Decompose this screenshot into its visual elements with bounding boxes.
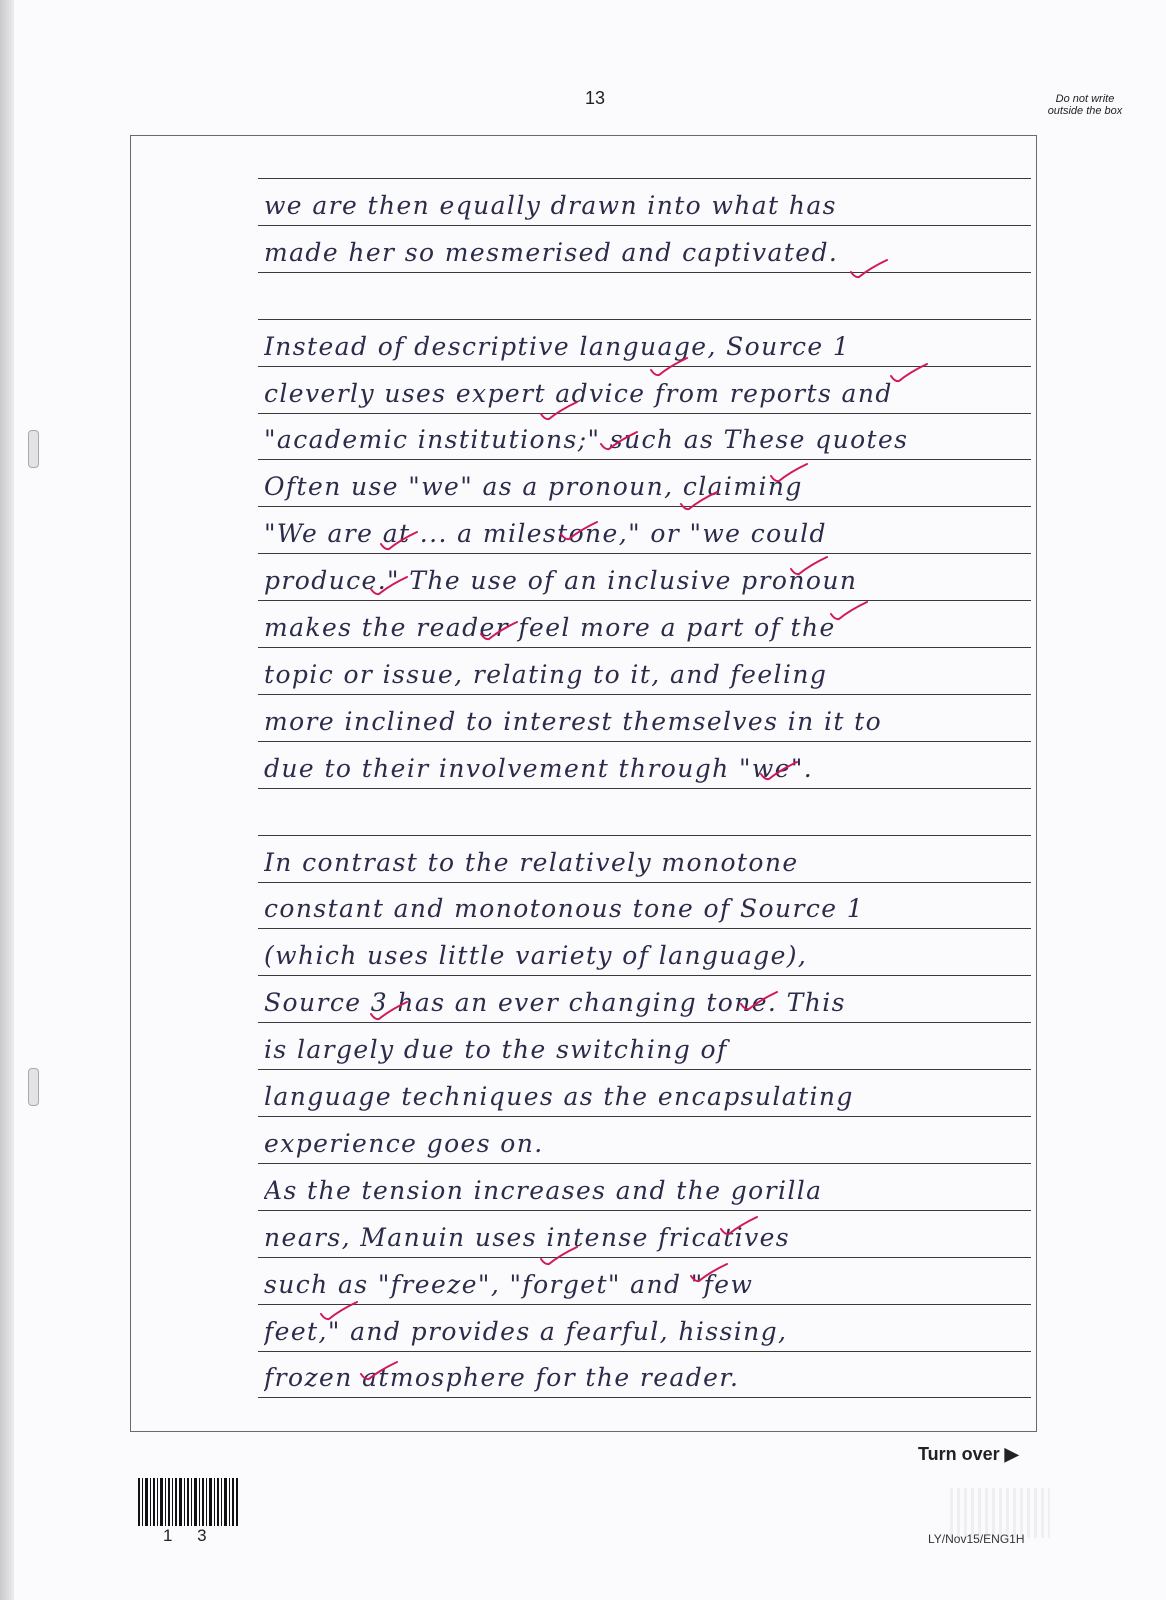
- handwritten-line: "We are at ... a milestone," or "we could: [264, 519, 827, 549]
- handwritten-line: Source 3 has an ever changing tone. This: [264, 988, 846, 1018]
- handwritten-line: (which uses little variety of language),: [264, 941, 808, 971]
- faint-barcode-shadow: [950, 1488, 1050, 1538]
- barcode-image: [138, 1478, 238, 1526]
- handwritten-line: feet," and provides a fearful, hissing,: [264, 1316, 788, 1346]
- paper-reference-code: LY/Nov15/ENG1H: [928, 1532, 1025, 1546]
- handwritten-line: [264, 795, 1034, 837]
- handwritten-line: made her so mesmerised and captivated.: [264, 237, 839, 267]
- handwritten-line: we are then equally drawn into what has: [264, 190, 837, 220]
- staple-hole: [28, 430, 39, 468]
- handwritten-line: due to their involvement through "we".: [264, 753, 814, 783]
- handwritten-line: Instead of descriptive language, Source 1: [264, 331, 851, 361]
- handwritten-line: [264, 138, 1034, 180]
- handwritten-line: cleverly uses expert advice from reports and: [264, 378, 893, 408]
- handwritten-line: produce." The use of an inclusive pronoun: [264, 566, 858, 596]
- handwritten-line: In contrast to the relatively monotone: [264, 847, 799, 877]
- handwritten-line: language techniques as the encapsulating: [264, 1082, 854, 1111]
- handwritten-line: constant and monotonous tone of Source 1: [264, 894, 865, 924]
- handwritten-line: Often use "we" as a pronoun, claiming: [264, 472, 803, 502]
- handwritten-line: nears, Manuin uses intense fricatives: [264, 1222, 791, 1252]
- staple-hole: [28, 1068, 39, 1106]
- handwritten-line: experience goes on.: [264, 1128, 544, 1158]
- handwritten-line: makes the reader feel more a part of the: [264, 613, 836, 642]
- handwritten-line: [264, 279, 1034, 321]
- handwritten-line: "academic institutions;" such as These quotes: [264, 425, 909, 455]
- handwritten-line: topic or issue, relating to it, and feeling: [264, 659, 828, 689]
- margin-note: Do not write outside the box: [1047, 93, 1123, 117]
- handwritten-line: frozen atmosphere for the reader.: [264, 1363, 740, 1393]
- turn-over-label: Turn over ▶: [918, 1444, 1019, 1464]
- handwritten-line: is largely due to the switching of: [264, 1035, 728, 1065]
- handwritten-line: more inclined to interest themselves in it to: [264, 706, 883, 736]
- binding-edge: [0, 0, 14, 1600]
- barcode-digits: 1 3: [163, 1526, 217, 1545]
- page-number: 13: [584, 88, 606, 108]
- handwritten-line: As the tension increases and the gorilla: [264, 1175, 823, 1205]
- handwritten-line: such as "freeze", "forget" and "few: [264, 1269, 754, 1299]
